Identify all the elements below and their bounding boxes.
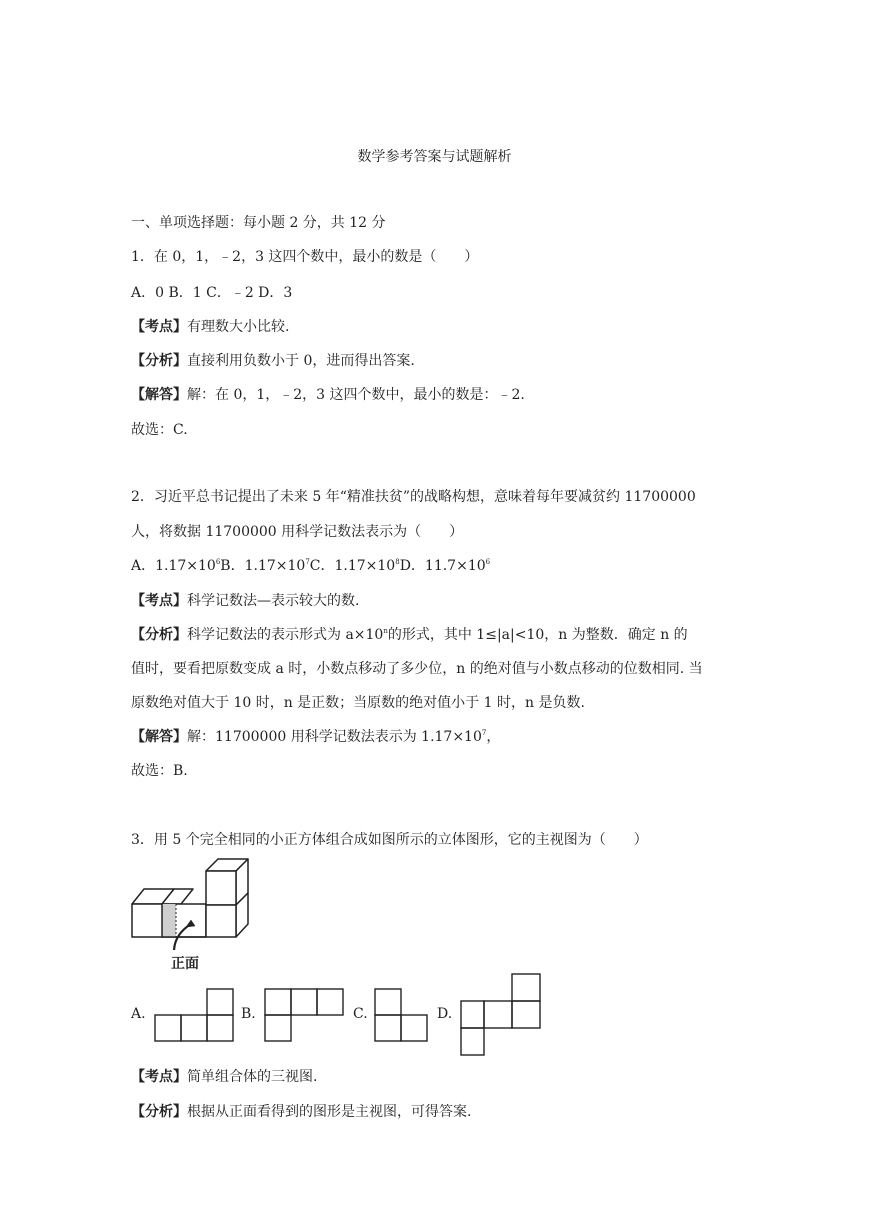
q3-option-b-figure <box>264 986 346 1043</box>
q2-kaodian <box>131 591 359 611</box>
fenxi-tag: 【分析】 <box>131 353 187 369</box>
fenxi-exponent: n <box>383 627 388 635</box>
figure-label-front: 正面 <box>171 955 199 971</box>
jieda-text-b: ， <box>486 729 501 745</box>
page-title: 数学参考答案与试题解析 <box>357 149 512 165</box>
jieda-tag: 【解答】 <box>131 729 187 745</box>
q2-fenxi-line3: 原数绝对值大于 10 时，n 是正数；当原数的绝对值小于 1 时，n 是负数. <box>131 695 585 711</box>
kaodian-text: 科学记数法—表示较大的数. <box>187 593 360 609</box>
q2-stem-line1: 2．习近平总书记提出了未来 5 年“精准扶贫”的战略构想，意味着每年要减贫约 11700000 <box>131 489 696 505</box>
q1-answer: 故选：C. <box>131 422 188 438</box>
q2-fenxi-line2: 值时，要看把原数变成 a 时，小数点移动了多少位，n 的绝对值与小数点移动的位数相同. 当 <box>131 661 703 677</box>
q2-option-c: C．1.17×10 <box>309 558 396 574</box>
q1-fenxi <box>131 351 415 371</box>
fenxi-text-a: 科学记数法的表示形式为 a×10 <box>187 627 384 643</box>
cube-stack-figure <box>129 856 254 971</box>
q2-jieda <box>131 727 500 747</box>
q1-stem: 1．在 0，1，﹣2，3 这四个数中，最小的数是（ ） <box>131 249 479 265</box>
q2-option-b: B．1.17×10 <box>220 558 306 574</box>
q2-fenxi-line1 <box>131 625 688 645</box>
jieda-text: 解：在 0，1，﹣2，3 这四个数中，最小的数是：﹣2. <box>187 387 525 403</box>
q1-kaodian <box>131 317 289 337</box>
section-heading: 一、单项选择题：每小题 2 分，共 12 分 <box>131 215 386 231</box>
q2-option-c-exponent: 8 <box>395 558 400 566</box>
q3-option-d-label: D. <box>437 1006 453 1022</box>
q2-options <box>131 556 490 576</box>
q2-option-b-exponent: 7 <box>305 558 310 566</box>
fenxi-text: 根据从正面看得到的图形是主视图，可得答案. <box>187 1104 472 1120</box>
fenxi-text-b: 的形式，其中 1≤|a|<10，n 为整数．确定 n 的 <box>387 627 688 643</box>
q3-option-d-figure <box>459 972 543 1058</box>
fenxi-tag: 【分析】 <box>131 1104 187 1120</box>
q3-kaodian <box>131 1067 317 1087</box>
q3-option-a-figure <box>154 986 235 1043</box>
q2-option-d-exponent: 6 <box>485 558 491 566</box>
q3-stem: 3．用 5 个完全相同的小正方体组合成如图所示的立体图形，它的主视图为（ ） <box>131 832 648 848</box>
q1-jieda <box>131 385 525 405</box>
q3-fenxi <box>131 1102 471 1122</box>
q3-option-c-label: C. <box>353 1006 368 1022</box>
kaodian-text: 有理数大小比较. <box>187 319 290 335</box>
fenxi-tag: 【分析】 <box>131 627 187 643</box>
q2-option-a: A．1.17×10 <box>131 558 216 574</box>
jieda-tag: 【解答】 <box>131 387 187 403</box>
kaodian-tag: 【考点】 <box>131 1069 187 1085</box>
q3-option-b-label: B. <box>241 1006 256 1022</box>
kaodian-tag: 【考点】 <box>131 319 187 335</box>
q1-options: A．0 B．1 C．﹣2 D．3 <box>131 285 293 301</box>
fenxi-text: 直接利用负数小于 0，进而得出答案. <box>187 353 415 369</box>
q2-option-a-exponent: 6 <box>215 558 221 566</box>
q3-option-c-figure <box>374 986 430 1043</box>
q2-answer: 故选：B. <box>131 763 188 779</box>
q3-option-a-label: A. <box>131 1006 146 1022</box>
q2-option-d: D．11.7×10 <box>399 558 486 574</box>
kaodian-tag: 【考点】 <box>131 593 187 609</box>
jieda-text-a: 解：11700000 用科学记数法表示为 1.17×10 <box>187 729 482 745</box>
kaodian-text: 简单组合体的三视图. <box>187 1069 318 1085</box>
jieda-exponent: 7 <box>481 729 487 737</box>
q2-stem-line2: 人，将数据 11700000 用科学记数法表示为（ ） <box>131 524 464 540</box>
